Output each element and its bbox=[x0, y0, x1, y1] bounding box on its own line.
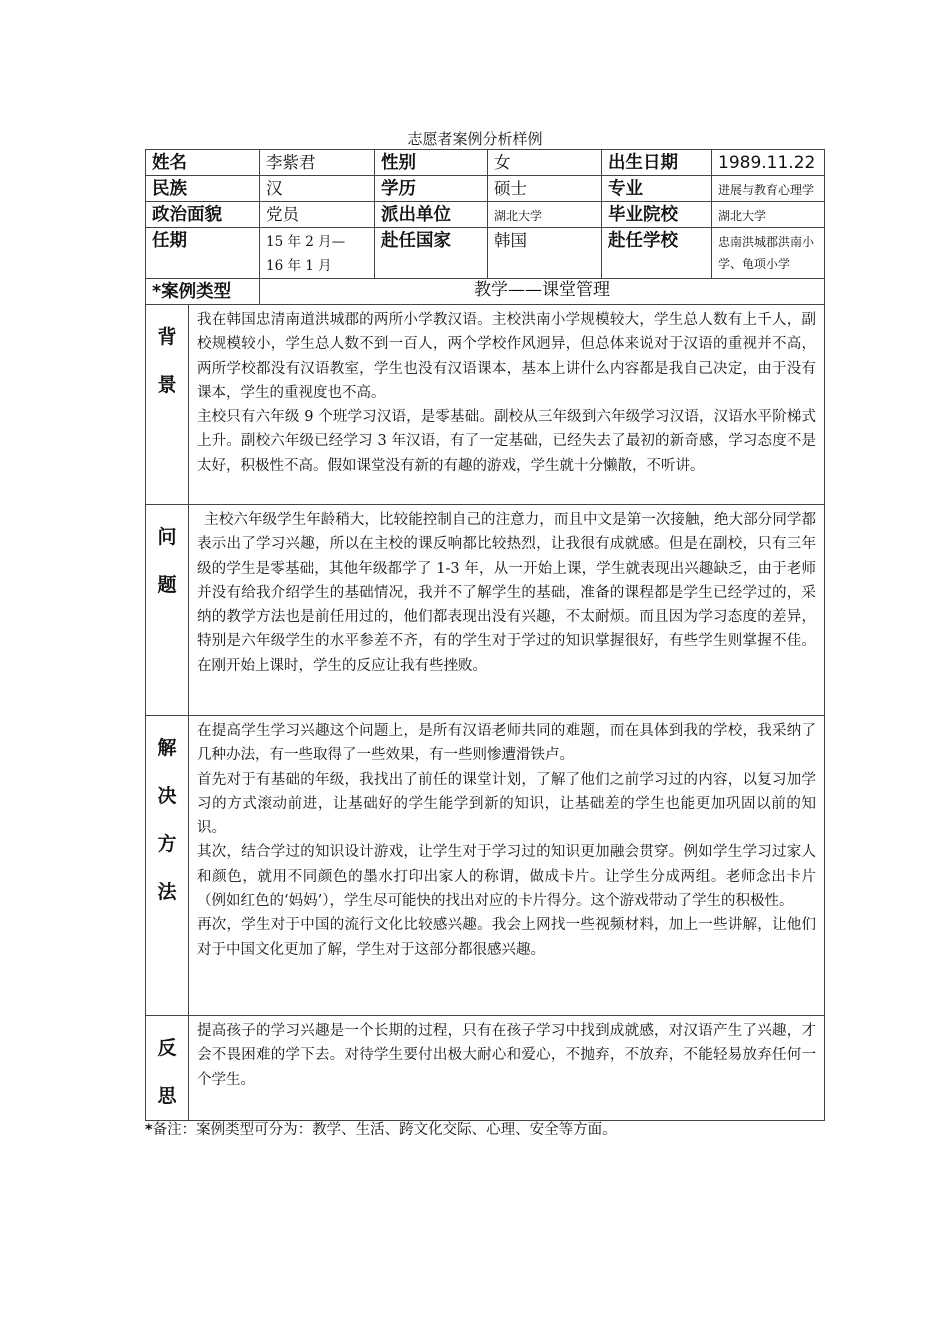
problem-side-label bbox=[146, 505, 189, 716]
birth-value: 1989.11.22 bbox=[712, 150, 825, 176]
solution-paragraph: 再次，学生对于中国的流行文化比较感兴趣。我会上网找一些视频材料，加上一些讲解，让他们对于中国文化更加了解，学生对于这部分都很感兴趣。 bbox=[197, 917, 816, 958]
case-type-label: *案例类型 bbox=[146, 279, 260, 305]
political-value: 党员 bbox=[260, 202, 375, 228]
footnote-text: 备注：案例类型可分为：教学、生活、跨文化交际、心理、安全等方面。 bbox=[152, 1122, 617, 1138]
ethnic-label: 民族 bbox=[146, 176, 260, 202]
solution-label-char: 方 bbox=[157, 833, 177, 855]
gender-label: 性别 bbox=[375, 150, 488, 176]
reflection-label-char: 思 bbox=[157, 1085, 177, 1107]
name-value: 李紫君 bbox=[260, 150, 375, 176]
background-label-char: 景 bbox=[157, 374, 177, 396]
solution-paragraph: 在提高学生学习兴趣这个问题上，是所有汉语老师共同的难题，而在具体到我的学校，我采纳了几种办法，有一些取得了一些效果，有一些则惨遭滑铁卢。 bbox=[197, 723, 816, 764]
term-value-line-2: 16 年 1 月 bbox=[266, 258, 332, 274]
school-value-line-1: 忠南洪城郡洪南小 bbox=[718, 235, 815, 249]
reflection-label-char: 反 bbox=[157, 1037, 177, 1059]
row-name bbox=[146, 150, 825, 176]
case-form-table bbox=[145, 149, 825, 1121]
row-political bbox=[146, 202, 825, 228]
name-label: 姓名 bbox=[146, 150, 260, 176]
solution-content bbox=[189, 716, 825, 1016]
ethnic-value: 汉 bbox=[260, 176, 375, 202]
row-case-type bbox=[146, 279, 825, 305]
background-paragraph: 主校只有六年级 9 个班学习汉语，是零基础。副校从三年级到六年级学习汉语，汉语水平阶梯式上升。副校六年级已经学习 3 年汉语，有了一定基础，已经失去了最初的新奇感，学习态度不是太好，积极性不高。假如课堂没有新的有趣的游戏，学生就十分懒散，不听讲。 bbox=[197, 409, 816, 474]
solution-side-label bbox=[146, 716, 189, 1016]
solution-label-char: 法 bbox=[157, 881, 177, 903]
dispatch-label: 派出单位 bbox=[375, 202, 488, 228]
major-value: 进展与教育心理学 bbox=[712, 176, 825, 202]
graduate-value: 湖北大学 bbox=[712, 202, 825, 228]
solution-paragraph: 首先对于有基础的年级，我找出了前任的课堂计划，了解了他们之前学习过的内容，以复习加学习的方式滚动前进，让基础好的学生能学到新的知识，让基础差的学生也能更加巩固以前的知识。 bbox=[197, 771, 816, 837]
gender-value: 女 bbox=[488, 150, 602, 176]
school-value-line-2: 学、龟项小学 bbox=[718, 257, 791, 271]
background-label-char: 背 bbox=[157, 326, 177, 348]
birth-label: 出生日期 bbox=[602, 150, 712, 176]
row-ethnic bbox=[146, 176, 825, 202]
political-label: 政治面貌 bbox=[146, 202, 260, 228]
case-type-value: 教学——课堂管理 bbox=[260, 279, 825, 305]
school-label: 赴任学校 bbox=[602, 228, 712, 279]
graduate-label: 毕业院校 bbox=[602, 202, 712, 228]
background-content bbox=[189, 305, 825, 505]
problem-label-char: 问 bbox=[157, 526, 177, 548]
row-term bbox=[146, 228, 825, 279]
education-value: 硕士 bbox=[488, 176, 602, 202]
solution-label-char: 决 bbox=[157, 785, 177, 807]
solution-paragraph: 其次，结合学过的知识设计游戏，让学生对于学习过的知识更加融会贯穿。例如学生学习过家人和颜色，就用不同颜色的墨水打印出家人的称谓，做成卡片。让学生分成两组。老师念出卡片（例如红色的‘妈妈’），学生尽可能快的找出对应的卡片得分。这个游戏带动了学生的积极性。 bbox=[197, 844, 816, 910]
country-value: 韩国 bbox=[488, 228, 602, 279]
footnote bbox=[145, 1118, 617, 1139]
row-background bbox=[146, 305, 825, 505]
page-title: 志愿者案例分析样例 bbox=[407, 130, 543, 148]
school-value bbox=[712, 228, 825, 279]
reflection-content bbox=[189, 1016, 825, 1121]
row-solution bbox=[146, 716, 825, 1016]
problem-label-char: 题 bbox=[157, 574, 177, 596]
term-label: 任期 bbox=[146, 228, 260, 279]
solution-label-char: 解 bbox=[157, 737, 177, 759]
term-value-line-1: 15 年 2 月— bbox=[266, 234, 346, 250]
country-label: 赴任国家 bbox=[375, 228, 488, 279]
footnote-star: * bbox=[145, 1122, 153, 1138]
reflection-paragraph: 提高孩子的学习兴趣是一个长期的过程，只有在孩子学习中找到成就感，对汉语产生了兴趣，才会不畏困难的学下去。对待学生要付出极大耐心和爱心，不抛弃，不放弃，不能轻易放弃任何一个学生。 bbox=[197, 1023, 816, 1088]
problem-content bbox=[189, 505, 825, 716]
background-paragraph: 我在韩国忠清南道洪城郡的两所小学教汉语。主校洪南小学规模较大，学生总人数有上千人，副校规模较小，学生总人数不到一百人，两个学校作风迥异，但总体来说对于汉语的重视并不高，两所学校都没有汉语教室，学生也没有汉语课本，基本上讲什么内容都是我自己决定，由于没有课本，学生的重视度也不高。 bbox=[197, 312, 816, 401]
problem-paragraph: 主校六年级学生年龄稍大，比较能控制自己的注意力，而且中文是第一次接触，绝大部分同学都表示出了学习兴趣，所以在主校的课反响都比较热烈，让我很有成就感。但是在副校，只有三年级的学生是零基础，其他年级都学了 1-3 年，从一开始上课，学生就表现出兴趣缺乏，由于老师并没有给我介绍学生的基础情况，我并不了解学生的基础，准备的课程都是学生已经学过的，采纳的教学方法也是前任用过的，他们都表现出没有兴趣，不太耐烦。而且因为学习态度的差异，特别是六年级学生的水平参差不齐，有的学生对于学过的知识掌握很好，有些学生则掌握不佳。在刚开始上课时，学生的反应让我有些挫败。 bbox=[197, 512, 816, 674]
background-side-label bbox=[146, 305, 189, 505]
term-value bbox=[260, 228, 375, 279]
dispatch-value: 湖北大学 bbox=[488, 202, 602, 228]
row-reflection bbox=[146, 1016, 825, 1121]
major-label: 专业 bbox=[602, 176, 712, 202]
reflection-side-label bbox=[146, 1016, 189, 1121]
row-problem bbox=[146, 505, 825, 716]
education-label: 学历 bbox=[375, 176, 488, 202]
